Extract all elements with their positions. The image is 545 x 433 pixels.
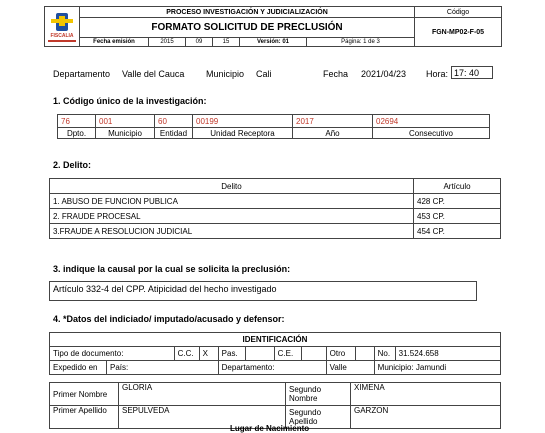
pas-value: [245, 347, 274, 361]
depto-value: Valle: [326, 361, 374, 375]
code-municipio-value: 001: [96, 115, 155, 128]
pais-label: País:: [107, 361, 219, 375]
issue-year: 2015: [149, 38, 186, 47]
code-consecutivo-label: Consecutivo: [373, 128, 490, 139]
dept-label: Departamento: [53, 69, 111, 79]
code-municipio-label: Municipio: [96, 128, 155, 139]
no-value: 31.524.658: [395, 347, 500, 361]
ce-label: C.E.: [274, 347, 301, 361]
logo-label: FISCALIA: [50, 32, 74, 39]
primer-nombre-value: GLORIA: [119, 383, 286, 406]
primer-apellido-value: SEPULVEDA: [119, 406, 286, 429]
fiscalia-logo-icon: [45, 11, 79, 43]
process-title: PROCESO INVESTIGACIÓN Y JUDICIALIZACIÓN: [80, 7, 415, 18]
otro-value: [355, 347, 374, 361]
code-unidad-value: 00199: [193, 115, 293, 128]
identification-table: [49, 332, 501, 375]
otro-label: Otro: [326, 347, 355, 361]
issue-month: 09: [186, 38, 213, 47]
articulo-row-3: 454 CP.: [414, 224, 501, 239]
delito-row-3: 3.FRAUDE A RESOLUCION JUDICIAL: [50, 224, 414, 239]
section4-title: 4. *Datos del indiciado/ imputado/acusado y defensor:: [53, 314, 285, 324]
articulo-header: Artículo: [414, 179, 501, 194]
expedido-label: Expedido en: [50, 361, 107, 375]
causal-box: Artículo 332-4 del CPP. Atipicidad del hecho investigado: [49, 281, 477, 301]
pas-label: Pas.: [218, 347, 245, 361]
code-entidad-value: 60: [155, 115, 193, 128]
document-header: [44, 6, 502, 47]
code-consecutivo-value: 02694: [373, 115, 490, 128]
lugar-nacimiento-label: Lugar de Nacimiento: [230, 424, 310, 433]
delito-row-2: 2. FRAUDE PROCESAL: [50, 209, 414, 224]
logo-cell: [45, 7, 80, 47]
municipio-expedicion: Municipio: Jamundi: [374, 361, 500, 375]
delito-header: Delito: [50, 179, 414, 194]
section3-title: 3. indique la causal por la cual se solicita la preclusión:: [53, 264, 291, 274]
segundo-nombre-label-text: Segundo Nombre: [289, 385, 322, 403]
section1-title: 1. Código único de la investigación:: [53, 96, 207, 106]
delito-row-1: 1. ABUSO DE FUNCION PUBLICA: [50, 194, 414, 209]
primer-nombre-label: [50, 383, 119, 406]
depto-label: Departamento:: [218, 361, 326, 375]
code-label: Código: [415, 7, 502, 18]
articulo-row-2: 453 CP.: [414, 209, 501, 224]
names-table: [49, 382, 501, 429]
time-value: 17: 40: [451, 66, 493, 79]
cc-mark: X: [199, 347, 218, 361]
date-value: 2021/04/23: [361, 69, 407, 79]
code-unidad-label: Unidad Receptora: [193, 128, 293, 139]
issue-label: Fecha emisión: [80, 38, 149, 47]
code-dpto-label: Dpto.: [58, 128, 96, 139]
ident-title: IDENTIFICACIÓN: [50, 333, 501, 347]
segundo-nombre-label: [286, 383, 351, 406]
version: Versión: 01: [240, 38, 307, 47]
segundo-apellido-label-text: Segundo Apellido: [289, 408, 322, 426]
articulo-row-1: 428 CP.: [414, 194, 501, 209]
case-code-table: [57, 114, 490, 139]
date-label: Fecha: [323, 69, 349, 79]
muni-label: Municipio: [206, 69, 245, 79]
delito-table: [49, 178, 501, 239]
segundo-apellido-value: GARZON: [351, 406, 501, 429]
code-dpto-value: 76: [58, 115, 96, 128]
code-value: FGN-MP02-F-05: [415, 18, 502, 47]
section2-title: 2. Delito:: [53, 160, 92, 170]
ce-value: [301, 347, 326, 361]
cc-label: C.C.: [174, 347, 199, 361]
muni-value: Cali: [256, 69, 272, 79]
issue-day: 15: [213, 38, 240, 47]
page-number: Página: 1 de 3: [307, 38, 415, 47]
code-entidad-label: Entidad: [155, 128, 193, 139]
code-anio-label: Año: [293, 128, 373, 139]
segundo-nombre-value: XIMENA: [351, 383, 501, 406]
code-anio-value: 2017: [293, 115, 373, 128]
form-title: FORMATO SOLICITUD DE PRECLUSIÓN: [80, 18, 415, 38]
primer-apellido-label: Primer Apellido: [50, 406, 119, 429]
time-label: Hora:: [426, 69, 449, 79]
primer-nombre-label-text: Primer Nombre: [53, 389, 108, 399]
no-label: No.: [374, 347, 395, 361]
doc-type-label: Tipo de documento:: [50, 347, 175, 361]
dept-value: Valle del Cauca: [122, 69, 185, 79]
